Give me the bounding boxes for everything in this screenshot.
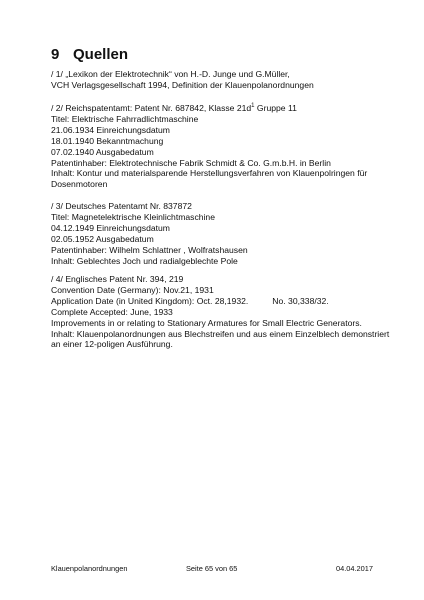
reference-line: Inhalt: Klauenpolanordnungen aus Blechstreifen und aus einem Einzelblech demonstriert an einer 12-poligen Ausführung.: [51, 328, 390, 350]
reference-line: Titel: Elektrische Fahrradlichtmaschine: [51, 113, 199, 124]
reference-3: [51, 201, 391, 266]
reference-line: Titel: Magnetelektrische Kleinlichtmaschine: [51, 211, 215, 222]
reference-line: Convention Date (Germany): Nov.21, 1931: [51, 284, 214, 295]
reference-line: VCH Verlagsgesellschaft 1994, Definition der Klauenpolanordnungen: [51, 79, 314, 90]
reference-2: [51, 103, 391, 190]
reference-line: 02.05.1952 Ausgabedatum: [51, 233, 154, 244]
reference-line: Complete Accepted: June, 1933: [51, 306, 173, 317]
footer-date: 04.04.2017: [336, 564, 373, 573]
reference-header: / 2/ Reichspatentamt: Patent Nr. 687842, Klasse $21d^1$ Gruppe 11: [51, 103, 297, 113]
reference-4: [51, 274, 391, 350]
reference-1: [51, 69, 391, 91]
section-heading: [51, 46, 128, 63]
reference-line: / 4/ Englisches Patent Nr. 394, 219: [51, 274, 184, 284]
section-title: Quellen: [73, 46, 129, 63]
reference-line: / 3/ Deutsches Patentamt Nr. 837872: [51, 201, 192, 211]
page-footer: [51, 564, 373, 576]
footer-document-title: Klauenpolanordnungen: [51, 564, 128, 573]
section-number: 9: [51, 46, 60, 63]
reference-line: Inhalt: Kontur und materialsparende Herstellungsverfahren von Klauenpolringen für Dosenmotoren: [51, 168, 368, 190]
reference-line: Improvements in or relating to Stationary Armatures for Small Electric Generators.: [51, 317, 362, 328]
reference-line: 18.01.1940 Bekanntmachung: [51, 135, 164, 146]
footer-page-number: Seite 65 von 65: [186, 564, 238, 573]
reference-line: Inhalt: Geblechtes Joch und radialgeblechte Pole: [51, 255, 238, 266]
reference-line: 21.06.1934 Einreichungsdatum: [51, 124, 170, 135]
reference-line: 04.12.1949 Einreichungsdatum: [51, 222, 170, 233]
reference-line: / 1/ „Lexikon der Elektrotechnik“ von H.-D. Junge und G.Müller,: [51, 69, 290, 79]
reference-line: Patentinhaber: Wilhelm Schlattner , Wolfratshausen: [51, 244, 248, 255]
reference-line: Patentinhaber: Elektrotechnische Fabrik Schmidt & Co. G.m.b.H. in Berlin: [51, 157, 331, 168]
reference-line: 07.02.1940 Ausgabedatum: [51, 146, 154, 157]
superscript: 1: [251, 103, 255, 110]
application-line: Application Date (in United Kingdom): Oct. 28,1932. No. 30,338/32.: [51, 295, 329, 306]
